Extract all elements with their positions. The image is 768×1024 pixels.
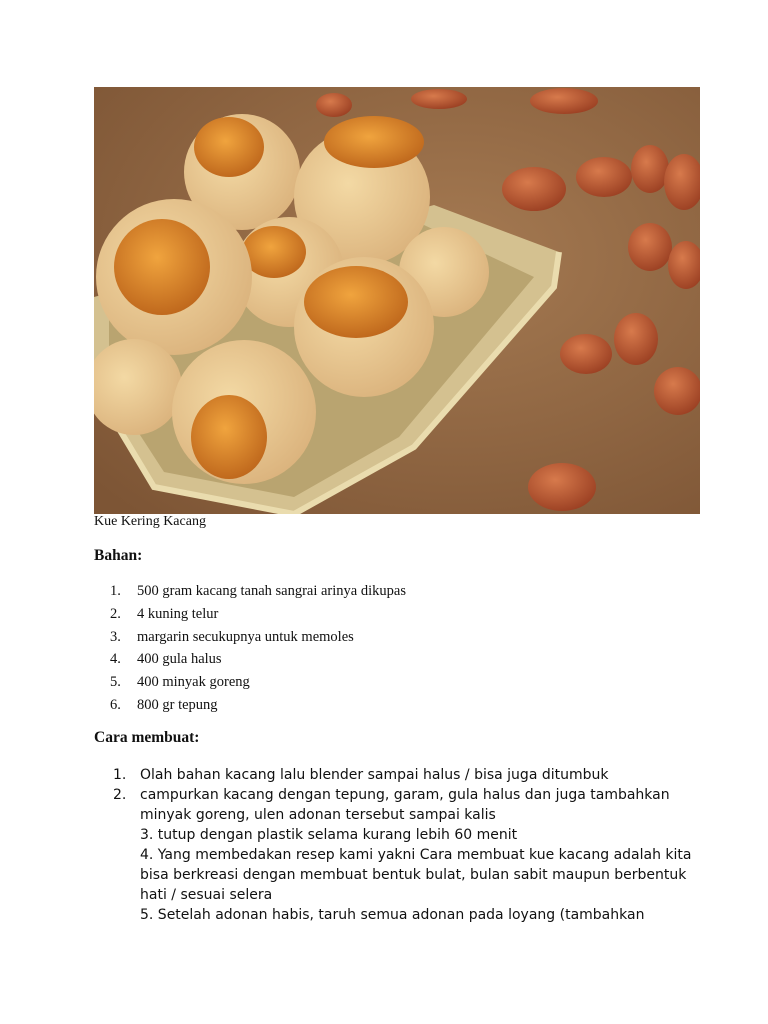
item-text: 400 gula halus <box>137 651 222 668</box>
item-text: 800 gr tepung <box>137 696 218 713</box>
list-item <box>110 648 406 671</box>
step-text: campurkan kacang dengan tepung, garam, gula halus dan juga tambahkan minyak goreng, ulen adonan tersebut sampai kalis <box>140 787 670 823</box>
method-step-4: 4. Yang membedakan resep kami yakni Cara membuat kue kacang adalah kita bisa berkreasi dengan membuat bentuk bulat, bulan sabit maupun berbentuk hati / sesuai selera <box>140 847 692 903</box>
list-item <box>110 671 406 694</box>
list-item <box>110 603 406 626</box>
step-number: 2. <box>113 787 127 803</box>
item-number: 4. <box>110 651 121 668</box>
item-text: 4 kuning telur <box>137 605 219 622</box>
list-item <box>110 694 406 717</box>
item-number: 5. <box>110 674 121 691</box>
ingredients-list <box>110 580 406 717</box>
item-number: 3. <box>110 628 121 645</box>
ingredients-heading: Bahan: <box>94 547 143 564</box>
method-steps <box>113 765 713 925</box>
list-item <box>110 580 406 603</box>
step-number: 1. <box>113 767 127 783</box>
photo-caption: Kue Kering Kacang <box>94 514 206 529</box>
method-step-3: 3. tutup dengan plastik selama kurang lebih 60 menit <box>140 827 518 843</box>
method-heading: Cara membuat: <box>94 729 200 746</box>
item-number: 2. <box>110 605 121 622</box>
method-step-1 <box>113 765 713 785</box>
peanut-cookies-photo <box>94 87 700 514</box>
method-step-2 <box>113 785 713 825</box>
step-text: Olah bahan kacang lalu blender sampai halus / bisa juga ditumbuk <box>140 767 609 783</box>
item-text: 400 minyak goreng <box>137 674 250 691</box>
item-number: 1. <box>110 583 121 599</box>
list-item <box>110 626 406 649</box>
method-step-5: 5. Setelah adonan habis, taruh semua adonan pada loyang (tambahkan <box>140 907 645 923</box>
item-text: margarin secukupnya untuk memoles <box>137 628 354 645</box>
item-text: 500 gram kacang tanah sangrai arinya dikupas <box>137 583 406 599</box>
item-number: 6. <box>110 696 121 713</box>
